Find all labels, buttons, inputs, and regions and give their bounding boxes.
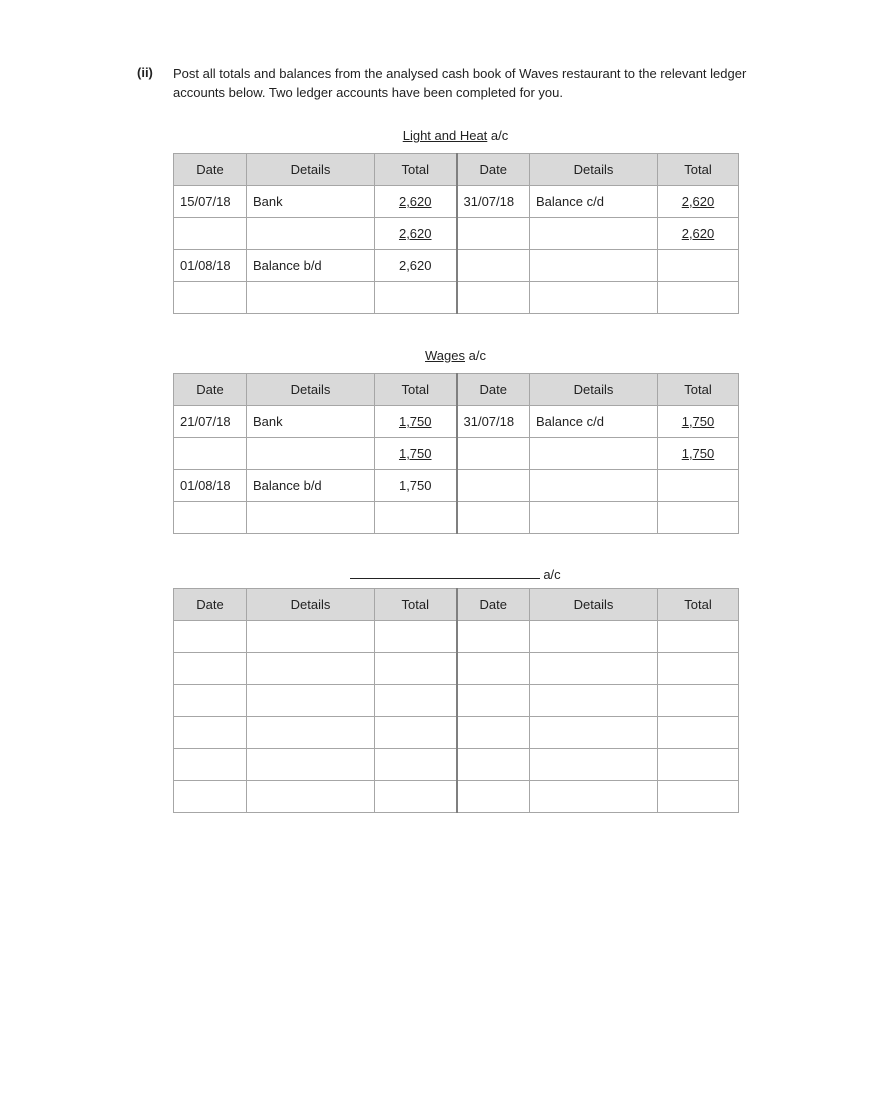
credit-details	[530, 470, 658, 502]
ledger-row	[174, 282, 739, 314]
debit-total[interactable]	[375, 717, 457, 749]
debit-details	[247, 282, 375, 314]
debit-date[interactable]	[174, 781, 247, 813]
credit-total: 1,750	[681, 414, 715, 429]
ledger-row	[174, 717, 739, 749]
debit-details[interactable]	[247, 621, 375, 653]
debit-details: Balance b/d	[247, 470, 375, 502]
credit-total[interactable]	[658, 749, 739, 781]
credit-date	[457, 470, 530, 502]
debit-date[interactable]	[174, 717, 247, 749]
header-row	[174, 154, 739, 186]
debit-total[interactable]	[375, 685, 457, 717]
light-and-heat-ledger	[173, 153, 739, 314]
credit-details	[530, 438, 658, 470]
credit-total: 1,750	[681, 446, 715, 461]
account-name: Light and Heat	[402, 128, 488, 143]
debit-total-cell	[375, 406, 457, 438]
debit-details	[247, 438, 375, 470]
debit-total	[375, 282, 457, 314]
debit-total[interactable]	[375, 781, 457, 813]
debit-details[interactable]	[247, 781, 375, 813]
header-row	[174, 374, 739, 406]
debit-total-cell	[375, 218, 457, 250]
credit-details[interactable]	[530, 685, 658, 717]
blank-ledger	[173, 588, 739, 813]
credit-date[interactable]	[457, 749, 530, 781]
credit-total: 2,620	[681, 226, 715, 241]
debit-date	[174, 502, 247, 534]
credit-date: 31/07/18	[457, 406, 530, 438]
header-details: Details	[530, 154, 658, 186]
debit-details	[247, 218, 375, 250]
debit-total[interactable]	[375, 749, 457, 781]
debit-details[interactable]	[247, 653, 375, 685]
credit-total[interactable]	[658, 621, 739, 653]
credit-details	[530, 502, 658, 534]
header-details: Details	[530, 374, 658, 406]
credit-details	[530, 282, 658, 314]
debit-total[interactable]	[375, 653, 457, 685]
debit-details[interactable]	[247, 717, 375, 749]
header-total: Total	[658, 589, 739, 621]
ledger-row	[174, 685, 739, 717]
account-name: Wages	[425, 348, 465, 363]
header-total: Total	[375, 589, 457, 621]
credit-details[interactable]	[530, 653, 658, 685]
credit-date[interactable]	[457, 685, 530, 717]
debit-date[interactable]	[174, 621, 247, 653]
header-date: Date	[457, 374, 530, 406]
debit-details[interactable]	[247, 749, 375, 781]
header-date: Date	[457, 154, 530, 186]
credit-total[interactable]	[658, 653, 739, 685]
credit-details: Balance c/d	[530, 406, 658, 438]
header-total: Total	[375, 154, 457, 186]
debit-date	[174, 282, 247, 314]
credit-details[interactable]	[530, 621, 658, 653]
light-and-heat-account-title	[173, 128, 738, 144]
credit-date[interactable]	[457, 781, 530, 813]
debit-date: 21/07/18	[174, 406, 247, 438]
credit-date	[457, 502, 530, 534]
debit-total: 1,750	[398, 446, 432, 461]
account-suffix: a/c	[487, 128, 509, 143]
ledger-row	[174, 653, 739, 685]
debit-date[interactable]	[174, 749, 247, 781]
debit-total: 2,620	[398, 194, 432, 209]
credit-details	[530, 250, 658, 282]
header-details: Details	[530, 589, 658, 621]
debit-total[interactable]	[375, 621, 457, 653]
wages-ledger	[173, 373, 739, 534]
debit-date: 15/07/18	[174, 186, 247, 218]
credit-details[interactable]	[530, 749, 658, 781]
debit-total-cell	[375, 438, 457, 470]
header-total: Total	[658, 154, 739, 186]
header-details: Details	[247, 589, 375, 621]
credit-total[interactable]	[658, 717, 739, 749]
credit-total	[658, 502, 739, 534]
account-name-blank[interactable]	[350, 566, 540, 579]
ledger-row	[174, 250, 739, 282]
account-suffix: a/c	[543, 567, 561, 582]
credit-total-cell	[658, 438, 739, 470]
credit-total-cell	[658, 218, 739, 250]
header-date: Date	[174, 589, 247, 621]
credit-date[interactable]	[457, 717, 530, 749]
credit-total	[658, 470, 739, 502]
debit-total: 2,620	[375, 250, 457, 282]
debit-total-cell	[375, 186, 457, 218]
credit-date: 31/07/18	[457, 186, 530, 218]
debit-details: Bank	[247, 406, 375, 438]
debit-details: Bank	[247, 186, 375, 218]
credit-date	[457, 250, 530, 282]
header-date: Date	[457, 589, 530, 621]
credit-total: 2,620	[681, 194, 715, 209]
question-instruction: Post all totals and balances from the analysed cash book of Waves restaurant to the relevant ledger accounts below. Two ledger accounts have been completed for you.	[173, 66, 747, 100]
credit-date[interactable]	[457, 653, 530, 685]
credit-total	[658, 250, 739, 282]
credit-date	[457, 282, 530, 314]
ledger-row	[174, 438, 739, 470]
debit-total: 1,750	[375, 470, 457, 502]
header-details: Details	[247, 154, 375, 186]
blank-account-title	[173, 566, 738, 583]
ledger-row	[174, 218, 739, 250]
debit-details[interactable]	[247, 685, 375, 717]
debit-total	[375, 502, 457, 534]
credit-total-cell	[658, 406, 739, 438]
ledger-row	[174, 502, 739, 534]
header-row	[174, 589, 739, 621]
credit-date	[457, 218, 530, 250]
credit-details[interactable]	[530, 717, 658, 749]
credit-date	[457, 438, 530, 470]
credit-total[interactable]	[658, 781, 739, 813]
debit-details: Balance b/d	[247, 250, 375, 282]
header-date: Date	[174, 374, 247, 406]
header-details: Details	[247, 374, 375, 406]
credit-total[interactable]	[658, 685, 739, 717]
debit-date: 01/08/18	[174, 470, 247, 502]
credit-total-cell	[658, 186, 739, 218]
header-total: Total	[375, 374, 457, 406]
debit-date: 01/08/18	[174, 250, 247, 282]
question-number: (ii)	[137, 65, 153, 80]
debit-date	[174, 438, 247, 470]
ledger-row	[174, 186, 739, 218]
debit-date	[174, 218, 247, 250]
wages-account-title	[173, 348, 738, 364]
credit-details[interactable]	[530, 781, 658, 813]
credit-total	[658, 282, 739, 314]
header-total: Total	[658, 374, 739, 406]
account-suffix: a/c	[465, 348, 486, 363]
debit-date[interactable]	[174, 653, 247, 685]
ledger-row	[174, 621, 739, 653]
header-date: Date	[174, 154, 247, 186]
debit-date[interactable]	[174, 685, 247, 717]
debit-total: 2,620	[398, 226, 432, 241]
ledger-row	[174, 406, 739, 438]
credit-details: Balance c/d	[530, 186, 658, 218]
ledger-row	[174, 470, 739, 502]
debit-details	[247, 502, 375, 534]
credit-details	[530, 218, 658, 250]
ledger-row	[174, 781, 739, 813]
ledger-row	[174, 749, 739, 781]
debit-total: 1,750	[398, 414, 432, 429]
credit-date[interactable]	[457, 621, 530, 653]
